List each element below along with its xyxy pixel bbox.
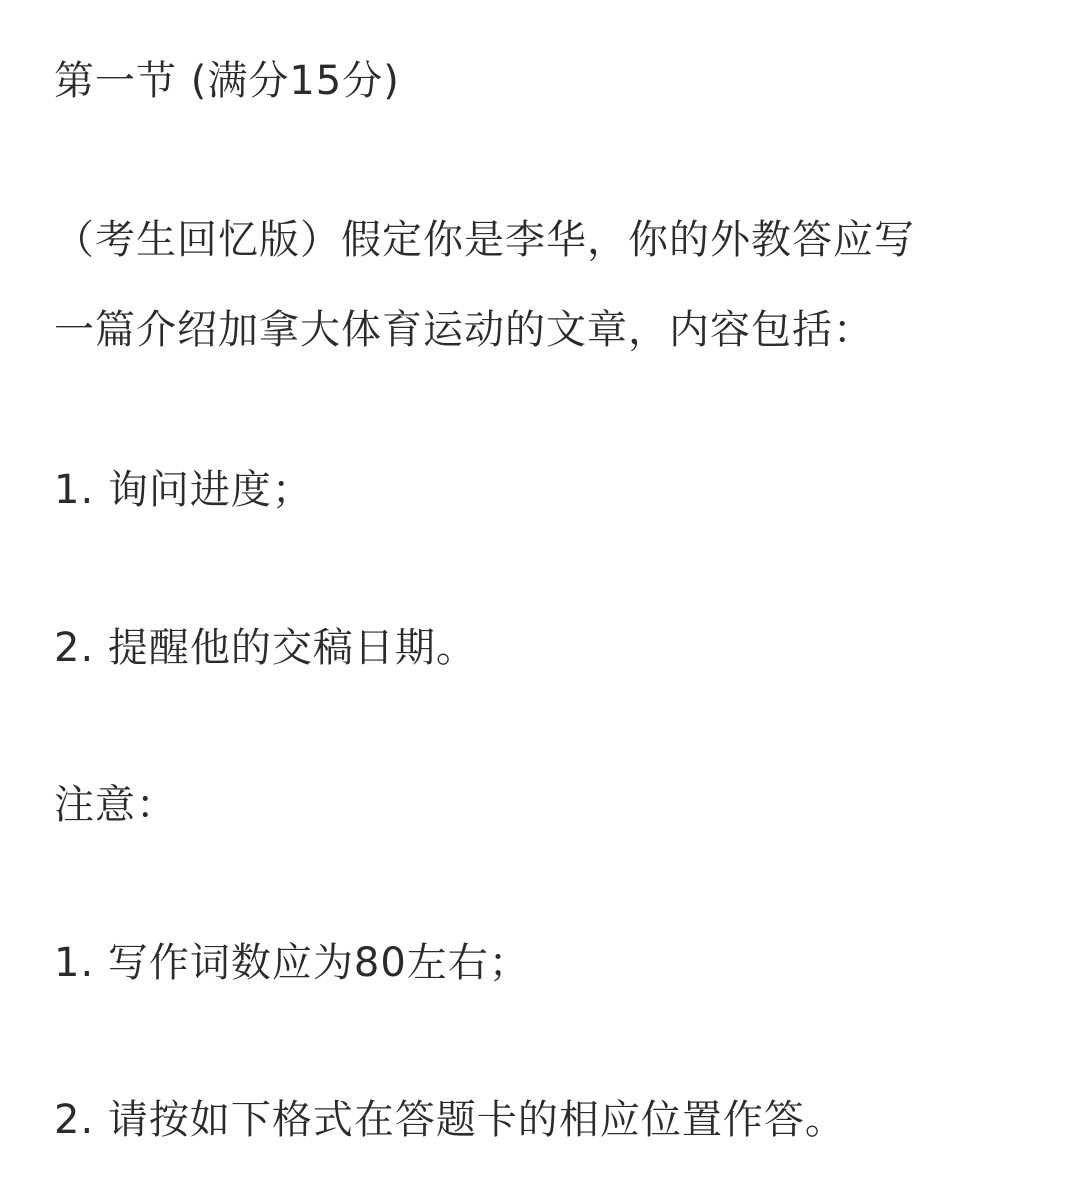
content-item-1: 1. 询问进度； xyxy=(54,467,313,513)
prompt-line-1: （考生回忆版）假定你是李华，你的外教答应写 xyxy=(54,217,915,263)
note-item-2: 2. 请按如下格式在答题卡的相应位置作答。 xyxy=(54,1097,846,1143)
note-item-1: 1. 写作词数应为80左右； xyxy=(54,940,530,986)
content-item-2: 2. 提醒他的交稿日期。 xyxy=(54,625,477,671)
prompt-line-2: 一篇介绍加拿大体育运动的文章，内容包括： xyxy=(54,307,874,353)
section-title: 第一节 (满分15分) xyxy=(54,58,400,104)
notes-heading: 注意： xyxy=(54,782,177,828)
